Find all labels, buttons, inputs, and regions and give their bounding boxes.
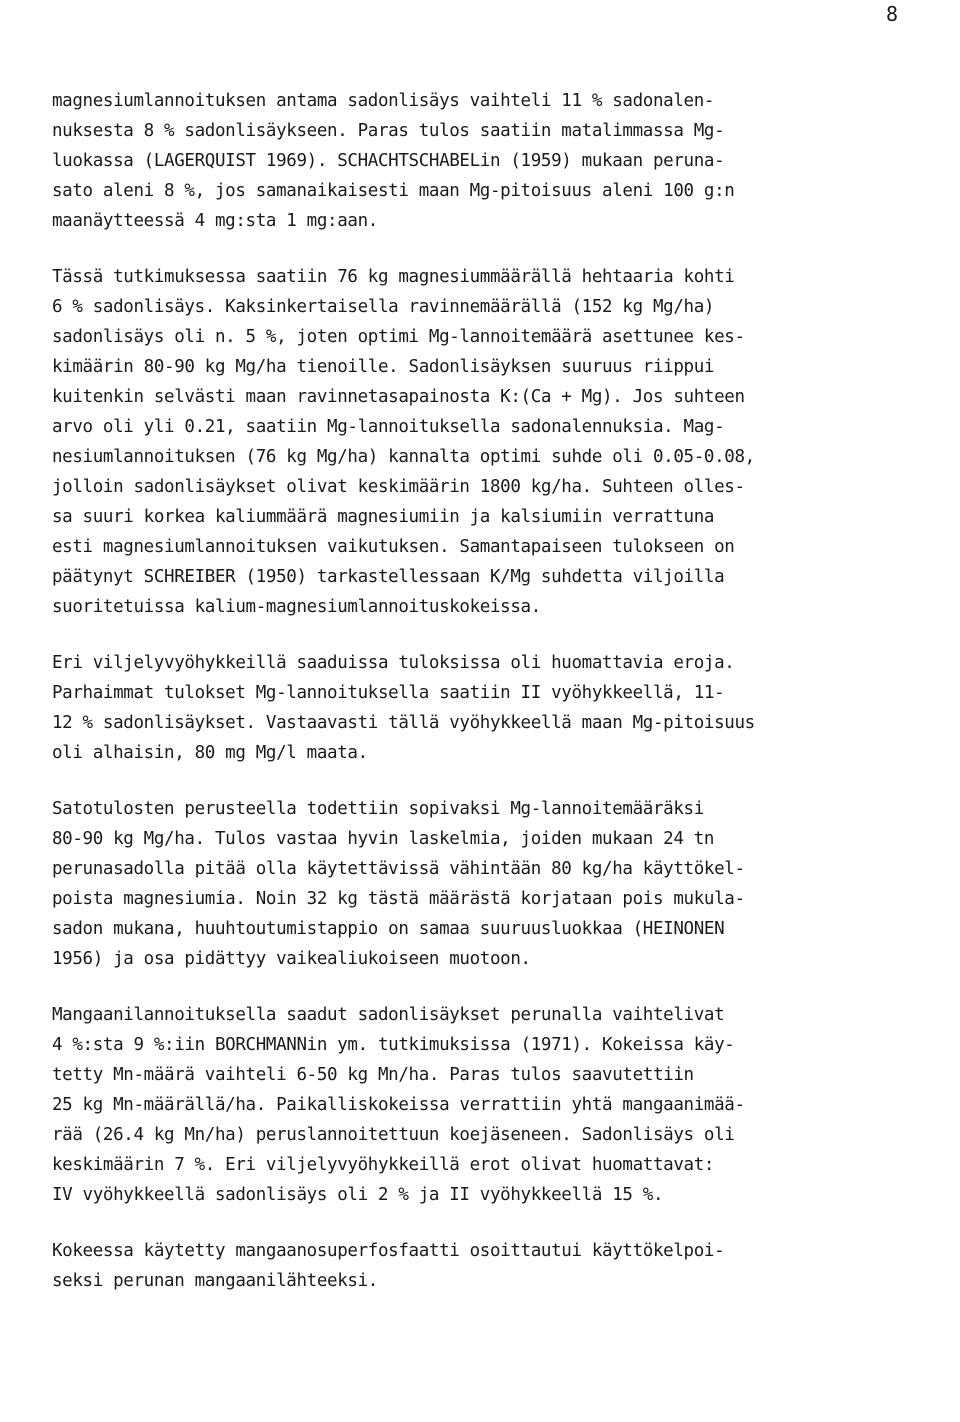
text-line: sato aleni 8 %, jos samanaikaisesti maan Mg-pitoisuus aleni 100 g:n bbox=[52, 181, 735, 201]
text-line: Satotulosten perusteella todettiin sopivaksi Mg-lannoitemääräksi bbox=[52, 799, 704, 819]
paragraph-1 bbox=[52, 86, 942, 236]
text-line: suoritetuissa kalium-magnesiumlannoituskokeissa. bbox=[52, 597, 541, 617]
paragraph-gap bbox=[52, 622, 942, 648]
text-line: keskimäärin 7 %. Eri viljelyvyöhykkeillä erot olivat huomattavat: bbox=[52, 1155, 715, 1175]
text-line: 4 %:sta 9 %:iin BORCHMANNin ym. tutkimuksissa (1971). Kokeissa käy- bbox=[52, 1035, 735, 1055]
text-line: magnesiumlannoituksen antama sadonlisäys vaihteli 11 % sadonalen- bbox=[52, 91, 715, 111]
text-line: rää (26.4 kg Mn/ha) peruslannoitettuun koejäseneen. Sadonlisäys oli bbox=[52, 1125, 735, 1145]
text-line: sa suuri korkea kaliummäärä magnesiumiin ja kalsiumiin verrattuna bbox=[52, 507, 715, 527]
text-line: 80-90 kg Mg/ha. Tulos vastaa hyvin laskelmia, joiden mukaan 24 tn bbox=[52, 829, 715, 849]
text-line: jolloin sadonlisäykset olivat keskimäärin 1800 kg/ha. Suhteen olles- bbox=[52, 477, 745, 497]
text-line: 25 kg Mn-määrällä/ha. Paikalliskokeissa verrattiin yhtä mangaanimää- bbox=[52, 1095, 745, 1115]
text-line: Eri viljelyvyöhykkeillä saaduissa tuloksissa oli huomattavia eroja. bbox=[52, 653, 735, 673]
paragraph-4 bbox=[52, 794, 942, 974]
text-line: Kokeessa käytetty mangaanosuperfosfaatti osoittautui käyttökelpoi- bbox=[52, 1241, 725, 1261]
text-line: kimäärin 80-90 kg Mg/ha tienoille. Sadonlisäyksen suuruus riippui bbox=[52, 357, 715, 377]
text-line: 6 % sadonlisäys. Kaksinkertaisella ravinnemäärällä (152 kg Mg/ha) bbox=[52, 297, 715, 317]
text-line: Tässä tutkimuksessa saatiin 76 kg magnesiummäärällä hehtaaria kohti bbox=[52, 267, 735, 287]
text-line: perunasadolla pitää olla käytettävissä vähintään 80 kg/ha käyttökel- bbox=[52, 859, 745, 879]
text-line: sadon mukana, huuhtoutumistappio on samaa suuruusluokkaa (HEINONEN bbox=[52, 919, 725, 939]
text-line: seksi perunan mangaanilähteeksi. bbox=[52, 1271, 378, 1291]
text-line: 1956) ja osa pidättyy vaikealiukoiseen muotoon. bbox=[52, 949, 531, 969]
text-line: tetty Mn-määrä vaihteli 6-50 kg Mn/ha. Paras tulos saavutettiin bbox=[52, 1065, 694, 1085]
paragraph-6 bbox=[52, 1236, 942, 1296]
text-line: IV vyöhykkeellä sadonlisäys oli 2 % ja II vyöhykkeellä 15 %. bbox=[52, 1185, 664, 1205]
text-line: nesiumlannoituksen (76 kg Mg/ha) kannalta optimi suhde oli 0.05-0.08, bbox=[52, 447, 755, 467]
paragraph-2 bbox=[52, 262, 942, 622]
text-line: arvo oli yli 0.21, saatiin Mg-lannoituksella sadonalennuksia. Mag- bbox=[52, 417, 725, 437]
paragraph-gap bbox=[52, 236, 942, 262]
text-line: oli alhaisin, 80 mg Mg/l maata. bbox=[52, 743, 368, 763]
paragraph-3 bbox=[52, 648, 942, 768]
text-line: päätynyt SCHREIBER (1950) tarkastellessaan K/Mg suhdetta viljoilla bbox=[52, 567, 725, 587]
text-line: Mangaanilannoituksella saadut sadonlisäykset perunalla vaihtelivat bbox=[52, 1005, 725, 1025]
text-line: 12 % sadonlisäykset. Vastaavasti tällä vyöhykkeellä maan Mg-pitoisuus bbox=[52, 713, 755, 733]
paragraph-gap bbox=[52, 974, 942, 1000]
text-line: Parhaimmat tulokset Mg-lannoituksella saatiin II vyöhykkeellä, 11- bbox=[52, 683, 725, 703]
text-line: kuitenkin selvästi maan ravinnetasapainosta K:(Ca + Mg). Jos suhteen bbox=[52, 387, 745, 407]
text-line: luokassa (LAGERQUIST 1969). SCHACHTSCHABELin (1959) mukaan peruna- bbox=[52, 151, 725, 171]
paragraph-gap bbox=[52, 1210, 942, 1236]
text-line: esti magnesiumlannoituksen vaikutuksen. Samantapaiseen tulokseen on bbox=[52, 537, 735, 557]
text-line: poista magnesiumia. Noin 32 kg tästä määrästä korjataan pois mukula- bbox=[52, 889, 745, 909]
text-line: maanäytteessä 4 mg:sta 1 mg:aan. bbox=[52, 211, 378, 231]
document-body bbox=[52, 86, 942, 1296]
text-line: nuksesta 8 % sadonlisäykseen. Paras tulos saatiin matalimmassa Mg- bbox=[52, 121, 725, 141]
text-line: sadonlisäys oli n. 5 %, joten optimi Mg-lannoitemäärä asettunee kes- bbox=[52, 327, 745, 347]
page-number: 8 bbox=[885, 2, 898, 26]
paragraph-5 bbox=[52, 1000, 942, 1210]
paragraph-gap bbox=[52, 768, 942, 794]
